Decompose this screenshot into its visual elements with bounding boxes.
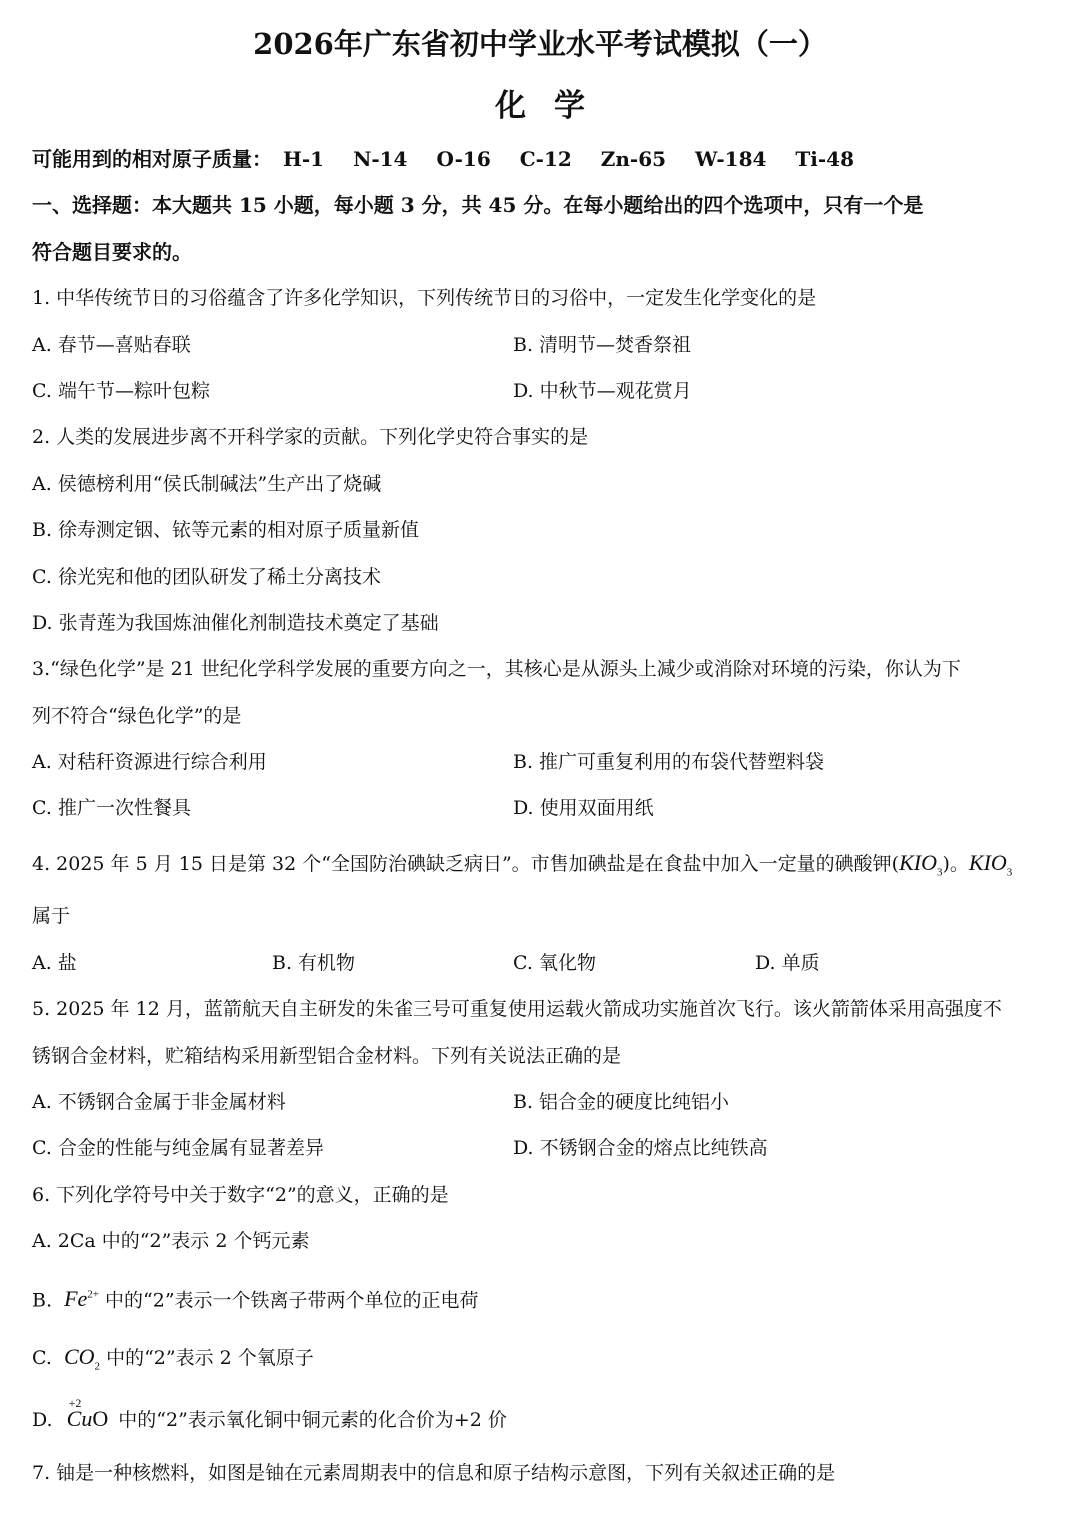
atomic-mass-line: [32, 147, 876, 171]
q4-stem-text: 4. 2025 年 5 月 15 日是第 32 个“全国防治碘缺乏病日”。市售加碘盐是在食盐中加入一定量的碘酸钾(: [32, 853, 900, 875]
q6-stem: 6. 下列化学符号中关于数字“2”的意义，正确的是: [32, 1184, 449, 1206]
q6-formula-co2: $CO_2$: [63, 1344, 101, 1373]
q2-option-d: D. 张青莲为我国炼油催化剂制造技术奠定了基础: [32, 612, 439, 634]
q5-option-c: C. 合金的性能与纯金属有显著差异: [32, 1137, 324, 1159]
subject-title: 化学: [495, 88, 613, 124]
q6-option-b: B. $Fe^{2+}$ 中的“2”表示一个铁离子带两个单位的正电荷: [32, 1286, 479, 1312]
q1-option-d: D. 中秋节—观花赏月: [513, 380, 692, 402]
q2-option-a: A. 侯德榜利用“侯氏制碱法”生产出了烧碱: [32, 473, 382, 495]
q4-option-b: B. 有机物: [272, 952, 356, 974]
atomic-mass-n: N-14: [353, 147, 408, 171]
q4-stem-line1: [32, 851, 1012, 884]
exam-title: 2026年广东省初中学业水平考试模拟（一）: [253, 27, 827, 61]
q4-option-a: A. 盐: [32, 952, 77, 974]
atomic-mass-label: 可能用到的相对原子质量：: [32, 147, 272, 171]
q6-formula-fe2plus: $Fe^{2+}$: [64, 1286, 99, 1312]
q5-option-d: D. 不锈钢合金的熔点比纯铁高: [513, 1137, 768, 1159]
q1-option-c: C. 端午节—粽叶包粽: [32, 380, 210, 402]
atomic-mass-w: W-184: [695, 147, 767, 171]
q6-option-c: C. $CO_2$ 中的“2”表示 2 个氧原子: [32, 1344, 314, 1373]
q4-formula-kio3-2: $KIO_3$: [968, 850, 1013, 879]
q2-option-b: B. 徐寿测定铟、铱等元素的相对原子质量新值: [32, 519, 420, 541]
q3-stem-line1: 3.“绿色化学”是 21 世纪化学科学发展的重要方向之一，其核心是从源头上减少或消除对环境的污染，你认为下: [32, 658, 961, 680]
q5-stem-line1: 5. 2025 年 12 月，蓝箭航天自主研发的朱雀三号可重复使用运载火箭成功实施首次飞行。该火箭箭体采用高强度不: [32, 998, 1002, 1020]
q2-option-c: C. 徐光宪和他的团队研发了稀土分离技术: [32, 566, 381, 588]
q1-option-b: B. 清明节—焚香祭祖: [513, 334, 692, 356]
q1-stem: 1. 中华传统节日的习俗蕴含了许多化学知识，下列传统节日的习俗中，一定发生化学变化的是: [32, 287, 817, 309]
atomic-mass-zn: Zn-65: [600, 147, 667, 171]
atomic-mass-ti: Ti-48: [795, 147, 855, 171]
q4-stem-line2: 属于: [32, 905, 71, 927]
q6-formula-cuo: +2 CuO: [67, 1407, 109, 1431]
q7-stem: 7. 铀是一种核燃料，如图是铀在元素周期表中的信息和原子结构示意图，下列有关叙述正确的是: [32, 1462, 836, 1484]
q4-stem-text-2: )。: [942, 853, 969, 875]
q6-option-d: D. +2 CuO 中的“2”表示氧化铜中铜元素的化合价为+2 价: [32, 1407, 507, 1432]
q3-stem-line2: 列不符合“绿色化学”的是: [32, 705, 242, 727]
section1-heading-line1: 一、选择题：本大题共 15 小题，每小题 3 分，共 45 分。在每小题给出的四个选项中，只有一个是: [32, 193, 924, 217]
q4-option-d: D. 单质: [755, 952, 820, 974]
q3-option-b: B. 推广可重复利用的布袋代替塑料袋: [513, 751, 825, 773]
q1-option-a: A. 春节—喜贴春联: [32, 334, 191, 356]
q5-option-b: B. 铝合金的硬度比纯铝小: [513, 1091, 730, 1113]
q5-option-a: A. 不锈钢合金属于非金属材料: [32, 1091, 286, 1113]
q4-option-c: C. 氧化物: [513, 952, 596, 974]
atomic-mass-h: H-1: [282, 147, 325, 171]
q3-option-c: C. 推广一次性餐具: [32, 797, 191, 819]
q4-formula-kio3: $KIO_3$: [899, 850, 943, 879]
q2-stem: 2. 人类的发展进步离不开科学家的贡献。下列化学史符合事实的是: [32, 426, 589, 448]
section1-heading-line2: 符合题目要求的。: [32, 240, 192, 264]
oxidation-state: +2: [68, 1396, 82, 1410]
atomic-mass-c: C-12: [519, 147, 572, 171]
q5-stem-line2: 锈钢合金材料，贮箱结构采用新型铝合金材料。下列有关说法正确的是: [32, 1045, 622, 1067]
q3-option-a: A. 对秸秆资源进行综合利用: [32, 751, 267, 773]
q6-option-a: A. 2Ca 中的“2”表示 2 个钙元素: [32, 1230, 310, 1252]
atomic-mass-o: O-16: [436, 147, 491, 171]
q3-option-d: D. 使用双面用纸: [513, 797, 654, 819]
